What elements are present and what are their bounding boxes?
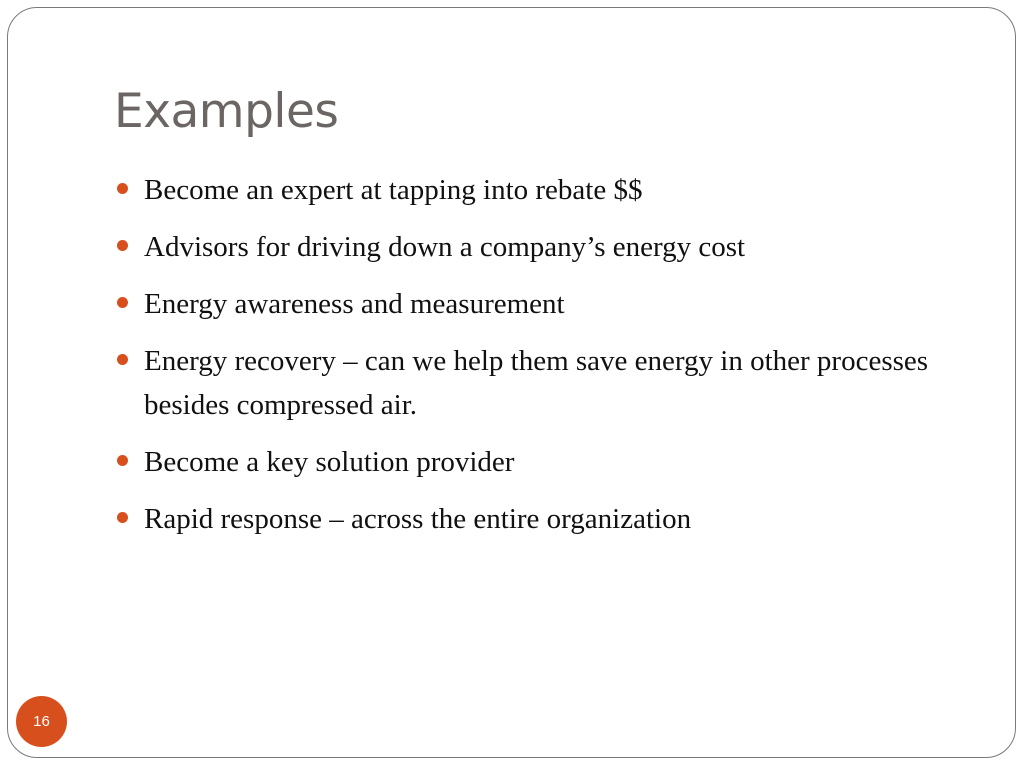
bullet-text: Advisors for driving down a company’s energy cost bbox=[144, 231, 746, 263]
bullet-dot-icon bbox=[117, 240, 128, 251]
bullet-item bbox=[114, 282, 934, 326]
bullet-dot-icon bbox=[117, 512, 128, 523]
bullet-dot-icon bbox=[117, 297, 128, 308]
bullet-dot-icon bbox=[117, 455, 128, 466]
bullet-text: Energy awareness and measurement bbox=[144, 288, 565, 320]
bullet-text: Become an expert at tapping into rebate $$ bbox=[144, 174, 643, 206]
page-number-badge: 16 bbox=[16, 696, 67, 747]
bullet-item bbox=[114, 339, 934, 427]
bullet-item bbox=[114, 168, 934, 212]
bullet-item bbox=[114, 497, 934, 541]
bullet-dot-icon bbox=[117, 354, 128, 365]
bullet-item bbox=[114, 440, 934, 484]
bullet-text: Energy recovery – can we help them save energy in other processes besides compressed air. bbox=[144, 345, 929, 421]
bullet-text: Become a key solution provider bbox=[144, 446, 515, 478]
bullet-dot-icon bbox=[117, 183, 128, 194]
bullet-list bbox=[114, 168, 934, 554]
slide-title: Examples bbox=[114, 84, 339, 139]
bullet-text: Rapid response – across the entire organization bbox=[144, 503, 692, 535]
bullet-item bbox=[114, 225, 934, 269]
